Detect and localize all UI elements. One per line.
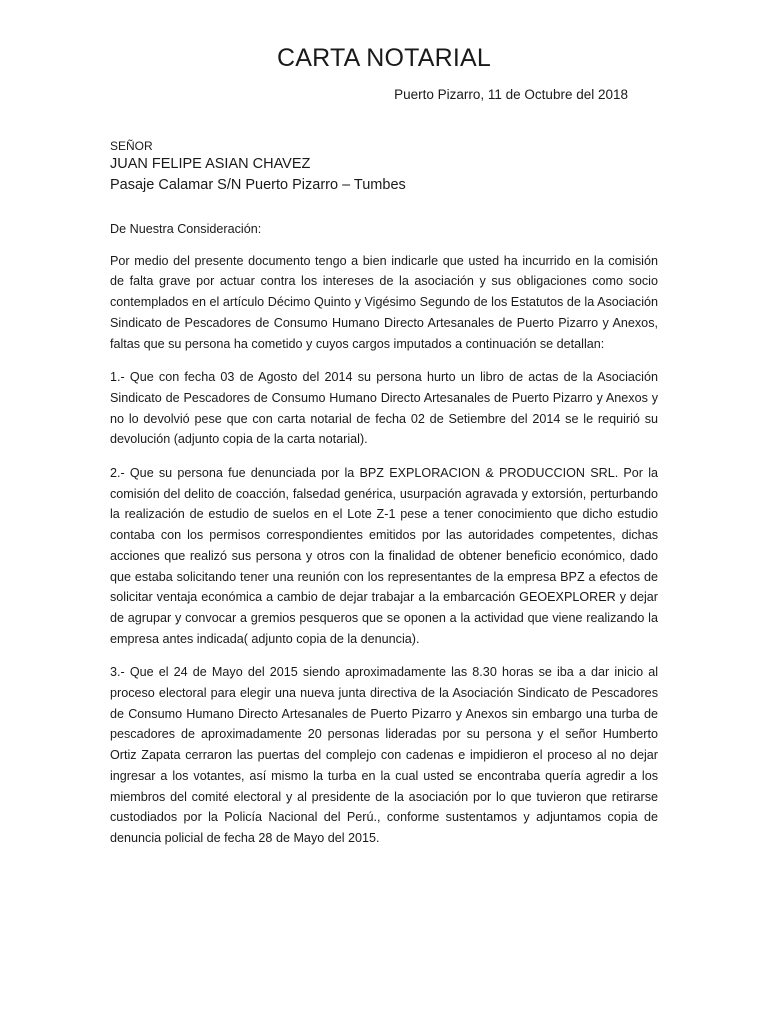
- paragraph-charge-3: 3.- Que el 24 de Mayo del 2015 siendo aproximadamente las 8.30 horas se iba a dar inicio al proceso electoral para elegir una nueva junta directiva de la Asociación Sindicato de Pescadores de Consumo Humano Directo Artesanales de Puerto Pizarro y Anexos sin embargo una turba de pescadores de aproximadamente 20 personas lideradas por su persona y el señor Humberto Ortiz Zapata cerraron las puertas del complejo con cadenas e impidieron el proceso al no dejar ingresar a los votantes, así mismo la turba en la cual usted se encontraba quería agredir a los miembros del comité electoral y al presidente de la asociación por lo que tuvieron que retirarse custodiados por la Policía Nacional del Perú., conforme sustentamos y adjuntamos copia de denuncia policial de fecha 28 de Mayo del 2015.: [110, 665, 658, 845]
- recipient-name: JUAN FELIPE ASIAN CHAVEZ: [110, 156, 311, 172]
- paragraph-intro: Por medio del presente documento tengo a bien indicarle que usted ha incurrido en la comisión de falta grave por actuar contra los intereses de la asociación y sus obligaciones como socio contemplados en el artículo Décimo Quinto y Vigésimo Segundo de los Estatutos de la Asociación Sindicato de Pescadores de Consumo Humano Directo Artesanales de Puerto Pizarro y Anexos, faltas que su persona ha cometido y cuyos cargos imputados a continuación se detallan:: [110, 253, 658, 351]
- paragraph-charge-2: 2.- Que su persona fue denunciada por la BPZ EXPLORACION & PRODUCCION SRL. Por la comisión del delito de coacción, falsedad genérica, usurpación agravada y extorsión, perturbando la realización de estudio de suelos en el Lote Z-1 pese a tener conocimiento que dicho estudio contaba con los permisos correspondientes emitidos por las autoridades competentes, dichas acciones que realizó sus persona y otros con la finalidad de obtener beneficio económico, dado que estaba solicitando tener una reunión con los representantes de la empresa BPZ a efectos de solicitar ventaja económica a cambio de dejar trabajar a la embarcación GEOEXPLORER y dejar de agrupar y convocar a gremios pesqueros que se oponen a la actividad que viene realizando la empresa antes indicada( adjunto copia de la denuncia).: [110, 466, 658, 646]
- document-title: CARTA NOTARIAL: [277, 44, 491, 72]
- recipient-address: Pasaje Calamar S/N Puerto Pizarro – Tumbes: [110, 177, 406, 193]
- letter-body: [110, 219, 658, 862]
- greeting: De Nuestra Consideración:: [110, 222, 262, 236]
- date-line: Puerto Pizarro, 11 de Octubre del 2018: [394, 87, 628, 102]
- recipient-block: [110, 138, 406, 196]
- recipient-salutation: SEÑOR: [110, 139, 153, 153]
- paragraph-charge-1: 1.- Que con fecha 03 de Agosto del 2014 su persona hurto un libro de actas de la Asociación Sindicato de Pescadores de Consumo Humano Directo Artesanales de Puerto Pizarro y Anexos y no lo devolvió pese que con carta notarial de fecha 02 de Setiembre del 2014 se le requirió su devolución (adjunto copia de la carta notarial).: [110, 370, 658, 447]
